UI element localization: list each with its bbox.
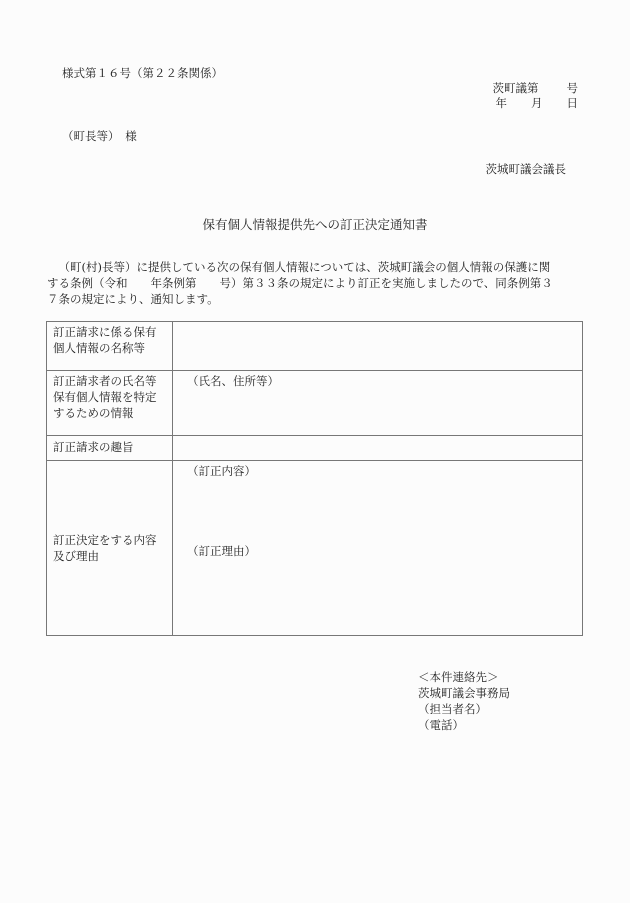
document-number xyxy=(493,81,579,96)
requester-info-note: （氏名、住所等） xyxy=(187,374,279,388)
contact-block xyxy=(418,669,510,733)
row-value xyxy=(173,461,583,636)
contact-office: 茨城町議会事務局 xyxy=(418,686,510,700)
row-label: 訂正請求の趣旨 xyxy=(47,436,173,461)
date-month: 月 xyxy=(531,96,543,110)
row-value xyxy=(173,371,583,436)
recipient: （町長等） 様 xyxy=(62,129,137,143)
document-number-prefix: 茨町議第 xyxy=(492,81,539,95)
row-label: 訂正請求に係る保有個人情報の名称等 xyxy=(47,322,173,371)
document-number-suffix: 号 xyxy=(566,81,578,95)
body-line: ７条の規定により、通知します。 xyxy=(47,292,219,306)
document-date xyxy=(496,96,579,111)
date-day: 日 xyxy=(566,96,578,110)
table-row xyxy=(47,436,583,461)
body-line: する条例（令和 年条例第 号）第３３条の規定により訂正を実施しましたので、同条例第３ xyxy=(47,276,553,290)
row-value xyxy=(173,322,583,371)
table-row xyxy=(47,371,583,436)
body-line: （町(村)長等）に提供している次の保有個人情報については、茨城町議会の個人情報の保護に関 xyxy=(58,260,551,274)
document-title: 保有個人情報提供先への訂正決定通知書 xyxy=(202,217,428,232)
sender: 茨城町議会議長 xyxy=(485,162,566,176)
contact-phone: （電話） xyxy=(418,718,464,732)
contact-person: （担当者名） xyxy=(418,702,487,716)
spacer xyxy=(179,479,576,543)
correction-reason-note: （訂正理由） xyxy=(187,544,256,558)
table-row xyxy=(47,322,583,371)
body-text xyxy=(47,259,583,307)
date-year: 年 xyxy=(495,96,507,110)
row-label: 訂正決定をする内容及び理由 xyxy=(47,461,173,636)
form-number: 様式第１６号（第２２条関係） xyxy=(62,66,223,80)
correction-info-table xyxy=(46,321,583,636)
row-label: 訂正請求者の氏名等保有個人情報を特定するための情報 xyxy=(47,371,173,436)
row-value xyxy=(173,436,583,461)
table-row xyxy=(47,461,583,636)
correction-content-note: （訂正内容） xyxy=(187,464,256,478)
contact-heading: ＜本件連絡先＞ xyxy=(418,670,499,684)
